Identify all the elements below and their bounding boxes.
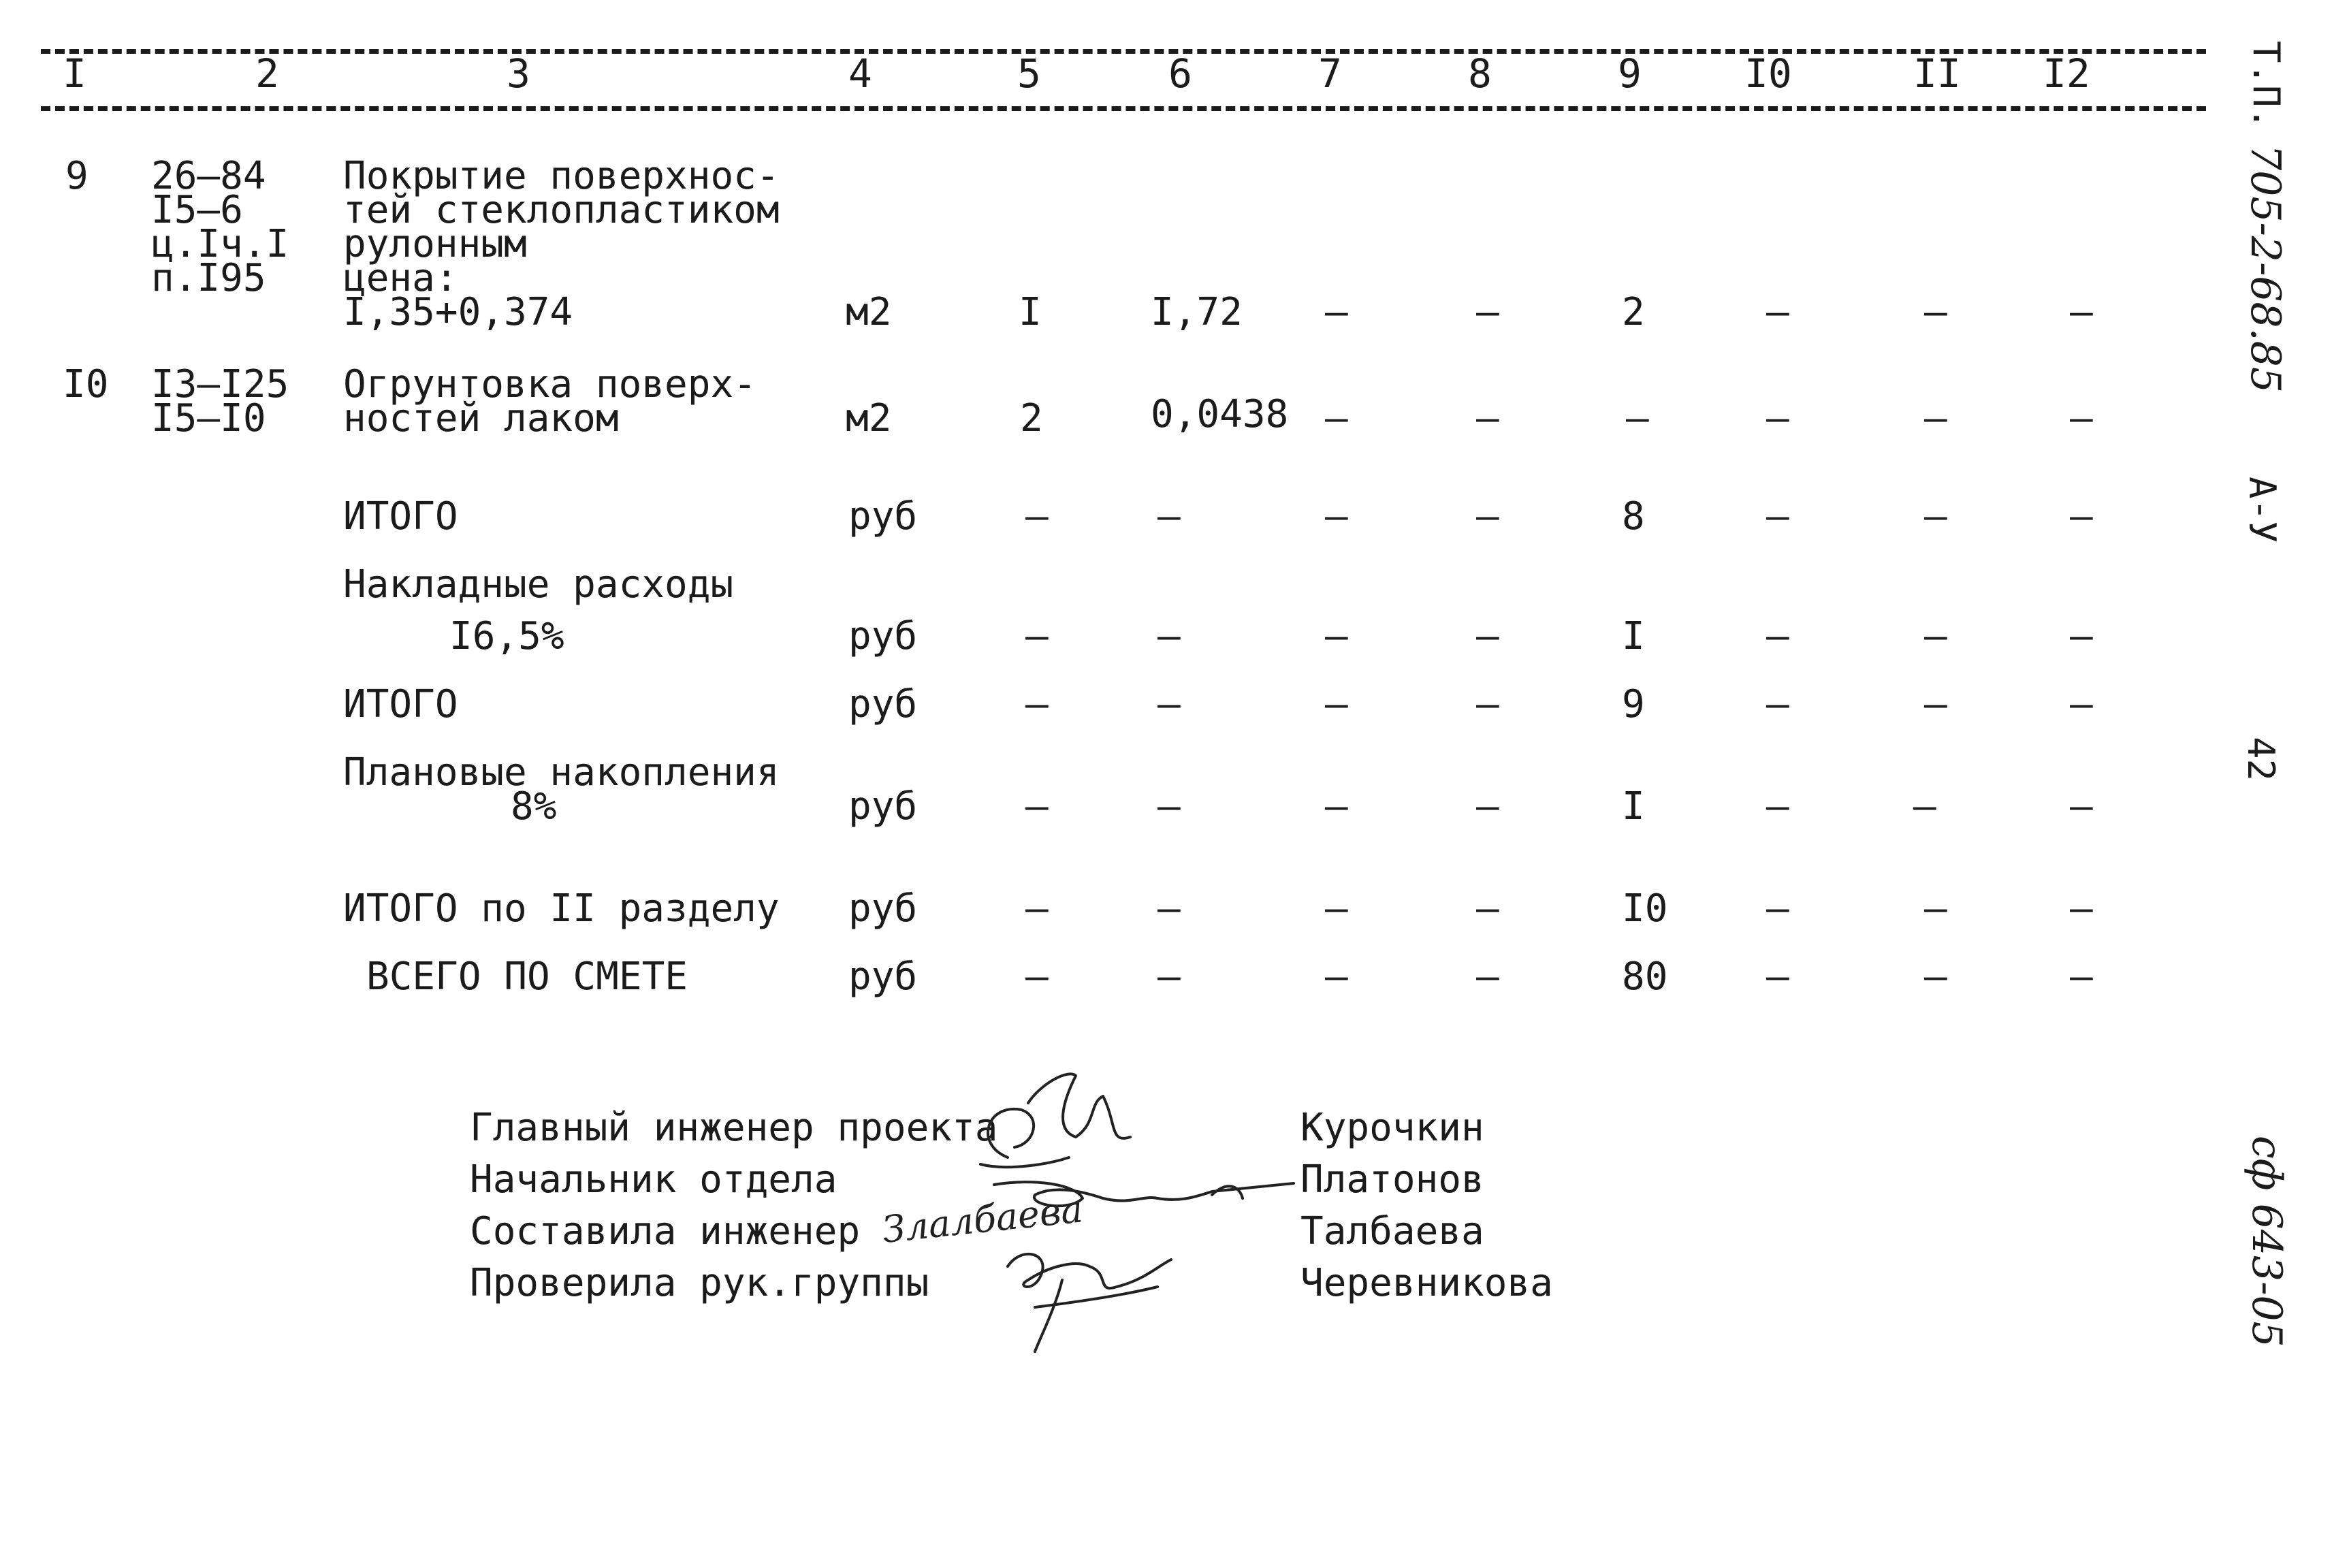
dash: – — [1924, 614, 1947, 658]
dash: – — [1025, 886, 1049, 931]
dash: – — [1766, 494, 1789, 539]
row-code-line: ц.Iч.I — [151, 222, 289, 266]
signature-role: Составила инженер — [470, 1209, 861, 1253]
signature-role: Начальник отдела — [470, 1157, 837, 1202]
row-col5: 2 — [1020, 396, 1043, 441]
row-col8: – — [1476, 396, 1499, 441]
total-value: I — [1622, 784, 1645, 829]
signature-name: Талбаева — [1300, 1209, 1484, 1253]
row-code-line: I3–I25 — [151, 362, 289, 406]
margin-page-number: 42 — [2239, 737, 2282, 782]
signature-role: Проверила рук.группы — [470, 1261, 929, 1305]
dash: – — [1476, 682, 1499, 726]
total-unit: руб — [848, 614, 918, 658]
dash: – — [2070, 614, 2093, 658]
row-unit: м2 — [846, 290, 892, 334]
total-label: ИТОГО — [343, 494, 458, 539]
row-description-line: I,35+0,374 — [343, 290, 573, 334]
column-header-11: II — [1913, 50, 1961, 97]
row-description-line: Огрунтовка поверх- — [343, 362, 756, 406]
dash: – — [1025, 614, 1049, 658]
dash: – — [1025, 955, 1049, 999]
signature-role: Главный инженер проекта — [470, 1106, 998, 1150]
column-header-5: 5 — [1017, 50, 1041, 97]
dash: – — [1924, 886, 1947, 931]
dash: – — [2070, 784, 2093, 829]
row-col6: I,72 — [1151, 290, 1243, 334]
dash: – — [1157, 784, 1181, 829]
dash: – — [1025, 494, 1049, 539]
row-col7: – — [1325, 396, 1348, 441]
total-label: ВСЕГО ПО СМЕТЕ — [366, 955, 688, 999]
row-col12: – — [2070, 290, 2093, 334]
row-col5: I — [1019, 290, 1042, 334]
total-unit: руб — [848, 886, 918, 931]
margin-doc-code: Т.П. — [2245, 41, 2288, 130]
total-unit: руб — [848, 784, 918, 829]
row-col12: – — [2070, 396, 2093, 441]
column-header-9: 9 — [1618, 50, 1642, 97]
dash: – — [1325, 955, 1348, 999]
signature-name: Платонов — [1300, 1157, 1484, 1202]
row-code-line: п.I95 — [151, 256, 266, 300]
column-header-3: 3 — [507, 50, 530, 97]
total-value: 8 — [1622, 494, 1645, 539]
dash: – — [1325, 614, 1348, 658]
dash: – — [2070, 494, 2093, 539]
column-header-6: 6 — [1168, 50, 1192, 97]
row-description-line: Покрытие поверхнос- — [343, 154, 780, 198]
total-label: I6,5% — [449, 614, 564, 658]
dash: – — [1924, 955, 1947, 999]
row-col9: – — [1626, 396, 1649, 441]
row-col11: – — [1924, 290, 1947, 334]
dash: – — [1476, 494, 1499, 539]
row-description-line: цена: — [343, 256, 458, 300]
total-value: 9 — [1622, 682, 1645, 726]
total-value: 80 — [1622, 955, 1668, 999]
total-label-top: Накладные расходы — [343, 562, 734, 607]
dash: – — [1766, 682, 1789, 726]
column-header-2: 2 — [255, 50, 279, 97]
row-number: I0 — [63, 362, 109, 406]
dash: – — [1766, 784, 1789, 829]
dash: – — [1325, 886, 1348, 931]
row-col11: – — [1924, 396, 1947, 441]
column-header-7: 7 — [1318, 50, 1342, 97]
column-header-12: I2 — [2043, 50, 2090, 97]
row-code-line: I5–I0 — [151, 396, 266, 441]
dash: – — [1325, 494, 1348, 539]
handwritten-engineer-signature: Злалбаева — [880, 1187, 1085, 1251]
dash: – — [1476, 784, 1499, 829]
dash: – — [1913, 784, 1936, 829]
dash: – — [1476, 955, 1499, 999]
total-label: ИТОГО — [343, 682, 458, 726]
column-header-1: I — [63, 50, 86, 97]
row-code-line: 26–84 — [151, 154, 266, 198]
margin-doc-number: 705-2-68.85 — [2241, 144, 2289, 394]
row-unit: м2 — [846, 396, 892, 441]
signature-name: Курочкин — [1300, 1106, 1484, 1150]
total-value: I0 — [1622, 886, 1668, 931]
row-col7: – — [1325, 290, 1348, 334]
total-label-top: Плановые накопления — [343, 750, 780, 795]
header-top-rule — [41, 49, 2206, 54]
column-header-4: 4 — [848, 50, 872, 97]
row-description-line: тей стеклопластиком — [343, 188, 780, 232]
dash: – — [1025, 784, 1049, 829]
row-col10: – — [1766, 290, 1789, 334]
row-description-line: рулонным — [343, 222, 527, 266]
dash: – — [1157, 682, 1181, 726]
dash: – — [1157, 494, 1181, 539]
row-col8: – — [1476, 290, 1499, 334]
dash: – — [1476, 614, 1499, 658]
total-label: ИТОГО по II разделу — [343, 886, 780, 931]
dash: – — [1325, 784, 1348, 829]
dash: – — [1157, 955, 1181, 999]
total-unit: руб — [848, 682, 918, 726]
column-header-8: 8 — [1468, 50, 1492, 97]
header-bottom-rule — [41, 106, 2206, 111]
column-header-10: I0 — [1744, 50, 1792, 97]
row-description-line: ностей лаком — [343, 396, 619, 441]
margin-album: А-У — [2241, 477, 2284, 543]
dash: – — [1157, 614, 1181, 658]
dash: – — [1766, 886, 1789, 931]
dash: – — [2070, 886, 2093, 931]
row-col9: 2 — [1622, 290, 1645, 334]
dash: – — [1766, 955, 1789, 999]
margin-inventory-number: сф 643-05 — [2243, 1136, 2290, 1347]
dash: – — [1157, 886, 1181, 931]
row-col10: – — [1766, 396, 1789, 441]
total-unit: руб — [848, 494, 918, 539]
dash: – — [1924, 682, 1947, 726]
dash: – — [1766, 614, 1789, 658]
row-col6: 0,0438 — [1151, 392, 1289, 436]
total-label: 8% — [511, 784, 557, 829]
row-number: 9 — [65, 154, 89, 198]
dash: – — [2070, 682, 2093, 726]
dash: – — [1025, 682, 1049, 726]
dash: – — [1924, 494, 1947, 539]
dash: – — [2070, 955, 2093, 999]
total-value: I — [1622, 614, 1645, 658]
row-code-line: I5–6 — [151, 188, 243, 232]
handwritten-signatures — [872, 1062, 1307, 1362]
dash: – — [1325, 682, 1348, 726]
signature-name: Черевникова — [1300, 1261, 1553, 1305]
total-unit: руб — [848, 955, 918, 999]
dash: – — [1476, 886, 1499, 931]
